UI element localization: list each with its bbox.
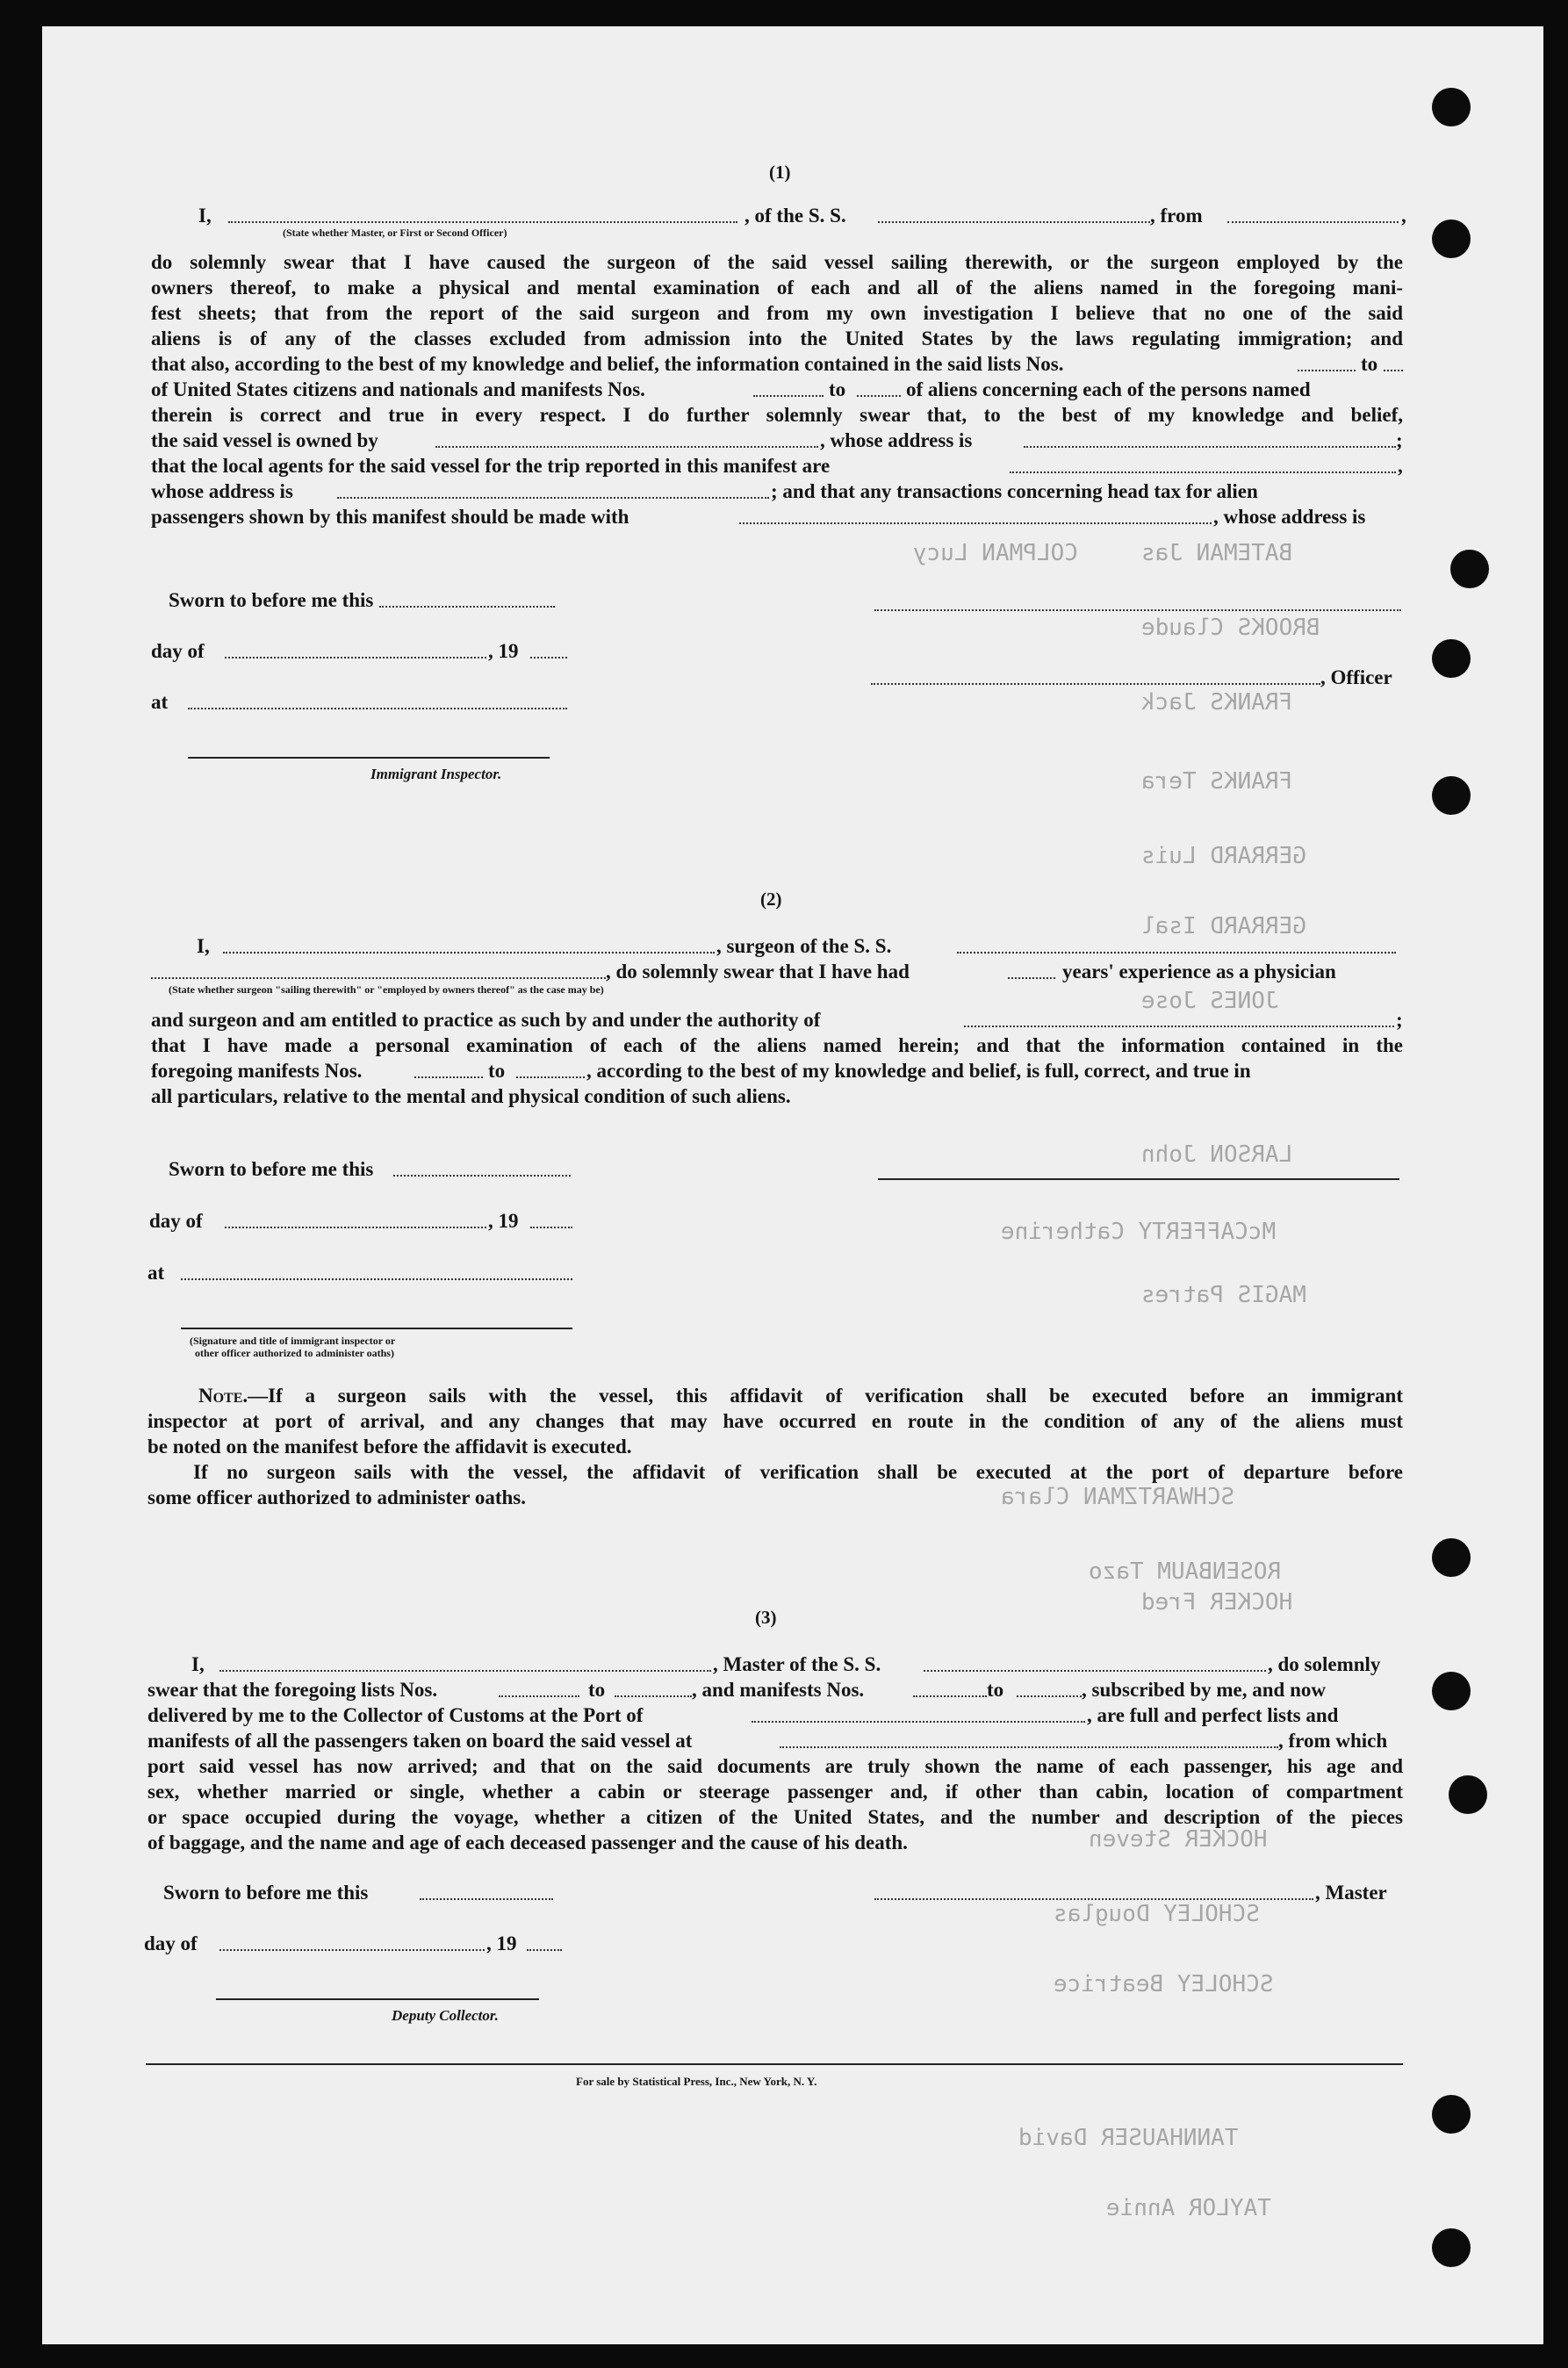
s3-manifests-to-field[interactable]: [1017, 1695, 1082, 1697]
s1-vessel-field[interactable]: [878, 221, 1150, 223]
s2-note-line: some officer authorized to administer oaths.: [147, 1486, 526, 1508]
s1-semicolon: ;: [1396, 429, 1403, 451]
s3-day-field[interactable]: [219, 1949, 485, 1951]
s2-year-field[interactable]: [530, 1227, 572, 1228]
bleed-through-name: HOCKER Fred: [1141, 1589, 1293, 1616]
s1-para-line: do solemnly swear that I have caused the surgeon of the said vessel sailing therewith, or the surgeon employed by the: [151, 251, 1403, 273]
s1-agent-address-label: whose address is: [151, 480, 293, 502]
punch-hole: [1450, 550, 1489, 588]
s1-inspector-signature-line[interactable]: [188, 757, 550, 759]
s3-master-name-field[interactable]: [219, 1670, 711, 1672]
s3-lists-from-field[interactable]: [499, 1695, 579, 1697]
s3-lists-to: to: [588, 1679, 606, 1701]
s2-sig-note-1: (Signature and title of immigrant inspector or: [190, 1335, 396, 1347]
footer-rule: [146, 2063, 1403, 2065]
s1-para-line: owners thereof, to make a physical and mental examination of each and all of the aliens named in the foregoing mani-: [151, 277, 1403, 299]
s3-manifests-from-field[interactable]: [913, 1695, 987, 1697]
bleed-through-name: BROOKS Claude: [1141, 615, 1320, 641]
s2-sig-note-2: other officer authorized to administer oaths): [195, 1347, 394, 1359]
bleed-through-name: GERRARD Isal: [1141, 913, 1306, 939]
s2-note-label: Note.: [198, 1385, 248, 1407]
punch-hole: [1432, 88, 1471, 126]
s1-passengers-text: passengers shown by this manifest should be made with: [151, 506, 629, 528]
bleed-through-name: GERRARD Luis: [1141, 843, 1306, 869]
bleed-through-name: SCHWARTZMAN Clara: [1001, 1484, 1235, 1510]
s2-manifests-to: to: [488, 1060, 506, 1082]
s1-owner-address-label: , whose address is: [820, 429, 973, 451]
s1-agents-text: that the local agents for the said vessel for the trip reported in this manifest are: [151, 455, 831, 477]
s2-manifests-to-field[interactable]: [516, 1076, 585, 1078]
s2-note-line: [198, 1384, 1403, 1408]
s2-surgeon-signature-line[interactable]: [878, 1178, 1399, 1180]
s1-lists-to-field[interactable]: [1384, 370, 1403, 371]
s3-embark-port-field[interactable]: [780, 1746, 1278, 1748]
punch-hole: [1432, 776, 1471, 815]
s2-surgeon-status-field[interactable]: [151, 977, 606, 979]
punch-hole: [1432, 2228, 1471, 2267]
s1-sworn-field[interactable]: [379, 606, 555, 608]
s3-manifests-text: , and manifests Nos.: [692, 1679, 865, 1701]
s2-authority-field[interactable]: [964, 1026, 1394, 1027]
bleed-through-name: HOCKER Steven: [1089, 1826, 1268, 1853]
s2-sworn-label: Sworn to before me this: [169, 1158, 374, 1180]
bleed-through-name: LARSON John: [1141, 1141, 1293, 1168]
s3-collector-signature-line[interactable]: [216, 1998, 539, 2000]
s1-from-field[interactable]: [1227, 221, 1399, 223]
s2-manifests-text: foregoing manifests Nos.: [151, 1060, 363, 1082]
s3-collector-text: delivered by me to the Collector of Customs at the Port of: [147, 1704, 644, 1726]
s3-master-label: , Master: [1315, 1882, 1387, 1904]
s1-of-ss: , of the S. S.: [744, 205, 846, 227]
s3-para-line: sex, whether married or single, whether a cabin or steerage passenger and, if other than cabin, location of compartment: [147, 1781, 1403, 1803]
s2-para-line: all particulars, relative to the mental and physical condition of such aliens.: [151, 1085, 791, 1107]
s1-lists-from-field[interactable]: [1298, 370, 1356, 371]
s1-para-line: fest sheets; that from the report of the said surgeon and from my own investigation I believe that no one of the said: [151, 302, 1403, 324]
bleed-through-name: SCHOLEY Beatrice: [1054, 1971, 1274, 1997]
bleed-through-name: TAYLOR Annie: [1106, 2195, 1271, 2221]
bleed-through-name: McCAFFERTY Catherine: [1001, 1219, 1277, 1245]
s1-at: at: [151, 691, 169, 713]
punch-hole: [1449, 1775, 1487, 1814]
s3-master-signature-field[interactable]: [874, 1898, 1313, 1900]
s2-surgeon-of: , surgeon of the S. S.: [716, 935, 892, 957]
s2-surgeon-note: (State whether surgeon "sailing therewith" or "employed by owners thereof" as the case may be): [169, 983, 604, 996]
s1-aliens-text: of aliens concerning each of the persons named: [906, 378, 1311, 400]
s1-manifests-text: of United States citizens and nationals and manifests Nos.: [151, 378, 645, 400]
s3-master-of: , Master of the S. S.: [713, 1653, 881, 1675]
s1-manifests-to-field[interactable]: [857, 395, 901, 397]
section-3-number: (3): [755, 1607, 777, 1628]
s2-years-field[interactable]: [1008, 977, 1055, 979]
s1-head-tax-text: ; and that any transactions concerning head tax for alien: [771, 480, 1258, 502]
s3-collector-label: Deputy Collector.: [392, 2007, 499, 2024]
section-2-number: (2): [760, 889, 782, 910]
s1-agents-field[interactable]: [1010, 471, 1396, 473]
s1-headtax-agent-field[interactable]: [739, 522, 1212, 524]
s1-inspector-label: Immigrant Inspector.: [370, 766, 502, 782]
footer-imprint: For sale by Statistical Press, Inc., New York, N. Y.: [576, 2075, 817, 2088]
s3-para-line: port said vessel has now arrived; and that on the said documents are truly shown the name of each passenger, his age and: [147, 1755, 1403, 1777]
s2-physician-text: years' experience as a physician: [1062, 961, 1336, 982]
s3-sworn-label: Sworn to before me this: [163, 1882, 369, 1904]
s2-note-line: If no surgeon sails with the vessel, the affidavit of verification shall be executed at the port of departure before: [193, 1461, 1403, 1483]
s1-whose-address: , whose address is: [1213, 506, 1366, 528]
bleed-through-name: JONES Jose: [1141, 988, 1279, 1014]
s2-inspector-signature-line[interactable]: [181, 1328, 572, 1329]
punch-hole: [1432, 2095, 1471, 2134]
section-1-number: (1): [769, 162, 791, 183]
s2-manifests-from-field[interactable]: [414, 1076, 483, 1078]
s3-port-field[interactable]: [752, 1721, 1085, 1723]
s1-day-field[interactable]: [225, 657, 486, 659]
s2-authority-text: and surgeon and am entitled to practice as such by and under the authority of: [151, 1009, 821, 1031]
s1-para-line: therein is correct and true in every respect. I do further solemnly swear that, to the best of my knowledge and belief,: [151, 404, 1403, 426]
s3-lists-text: swear that the foregoing lists Nos.: [147, 1679, 438, 1701]
s2-surgeon-name-field[interactable]: [223, 952, 715, 954]
s1-day-of: day of: [151, 640, 205, 662]
s3-subscribed-text: , subscribed by me, and now: [1082, 1679, 1326, 1701]
s1-officer-label: , Officer: [1320, 666, 1392, 688]
s2-day-of: day of: [149, 1210, 203, 1232]
punch-hole: [1432, 639, 1471, 678]
s1-comma2: ,: [1398, 455, 1403, 477]
bleed-through-name: MAGIS Patres: [1141, 1282, 1306, 1308]
s2-note-text: —If a surgeon sails with the vessel, this affidavit of verification shall be executed before an immigrant: [248, 1385, 1403, 1407]
s3-sworn-field[interactable]: [420, 1898, 553, 1900]
s2-correct-text: , according to the best of my knowledge and belief, is full, correct, and true in: [586, 1060, 1251, 1082]
bleed-through-name: ROSENBAUM Tazo: [1089, 1558, 1282, 1585]
s1-from: , from: [1150, 205, 1203, 227]
s2-semicolon: ;: [1396, 1009, 1403, 1031]
s1-agent-address-field[interactable]: [337, 497, 769, 499]
s2-at: at: [147, 1262, 165, 1284]
s3-passengers-text: manifests of all the passengers taken on board the said vessel at: [147, 1730, 693, 1752]
s1-manifests-to: to: [829, 378, 846, 400]
s1-sworn-label: Sworn to before me this: [169, 589, 374, 611]
bleed-through-name: TANNHAUSER David: [1018, 2125, 1239, 2151]
s1-officer-signature-field[interactable]: [871, 683, 1320, 685]
punch-hole: [1432, 1672, 1471, 1710]
s3-lists-to-field[interactable]: [615, 1695, 692, 1697]
s3-vessel-field[interactable]: [924, 1670, 1266, 1672]
s2-i: I,: [197, 935, 210, 957]
s3-para-line: of baggage, and the name and age of each deceased passenger and the cause of his death.: [147, 1832, 908, 1853]
s2-note-line: inspector at port of arrival, and any changes that may have occurred en route in the condition of any of the aliens must: [147, 1410, 1403, 1432]
s2-at-field[interactable]: [181, 1278, 572, 1280]
s1-officer-signature-top[interactable]: [874, 609, 1401, 611]
s2-note-line: be noted on the manifest before the affidavit is executed.: [147, 1436, 632, 1458]
bleed-through-name: BATEMAN Jas: [1141, 540, 1293, 566]
s3-i: I,: [191, 1653, 205, 1675]
s3-year-field[interactable]: [527, 1949, 562, 1951]
s1-lists-text: that also, according to the best of my knowledge and belief, the information contained in the said lists Nos.: [151, 353, 1064, 375]
s2-para-line: that I have made a personal examination of each of the aliens named herein; and that the information contained in the: [151, 1034, 1403, 1056]
s3-para-line: or space occupied during the voyage, whether a citizen of the United States, and the number and description of the pieces: [147, 1806, 1403, 1828]
bleed-through-name: FRANKS Tera: [1141, 768, 1293, 795]
s2-vessel-field[interactable]: [957, 952, 1396, 954]
s1-lists-to: to: [1361, 353, 1378, 375]
s1-owned-by: the said vessel is owned by: [151, 429, 378, 451]
s2-year: , 19: [488, 1210, 519, 1232]
s1-officer-note: (State whether Master, or First or Second Officer): [283, 227, 507, 239]
s1-officer-field[interactable]: [228, 221, 737, 223]
punch-hole: [1432, 220, 1471, 258]
s1-owner-address-field[interactable]: [1024, 446, 1396, 448]
bleed-through-name: COLPMAN Lucy: [913, 540, 1078, 566]
s1-at-field[interactable]: [188, 708, 567, 709]
s2-day-field[interactable]: [225, 1227, 486, 1228]
s1-i: I,: [198, 205, 212, 227]
s3-year: , 19: [486, 1933, 517, 1954]
s2-sworn-field[interactable]: [393, 1175, 571, 1177]
bleed-through-name: SCHOLEY Douglas: [1054, 1901, 1260, 1927]
s1-comma: ,: [1401, 205, 1406, 227]
s3-day-of: day of: [144, 1933, 198, 1954]
s2-years-text: , do solemnly swear that I have had: [606, 961, 910, 982]
s3-do-solemnly: , do solemnly: [1268, 1653, 1381, 1675]
s1-year-field[interactable]: [530, 657, 567, 659]
s3-perfect-lists: , are full and perfect lists and: [1087, 1704, 1339, 1726]
s3-manifests-to: to: [987, 1679, 1004, 1701]
punch-hole: [1432, 1538, 1471, 1577]
s3-from-which: , from which: [1278, 1730, 1388, 1752]
s1-year: , 19: [488, 640, 519, 662]
s1-owner-field[interactable]: [435, 446, 818, 448]
s1-para-line: aliens is of any of the classes excluded from admission into the United States by the laws regulating immigration; and: [151, 327, 1403, 349]
s1-manifests-from-field[interactable]: [753, 395, 824, 397]
bleed-through-name: FRANKS Jack: [1141, 689, 1293, 716]
